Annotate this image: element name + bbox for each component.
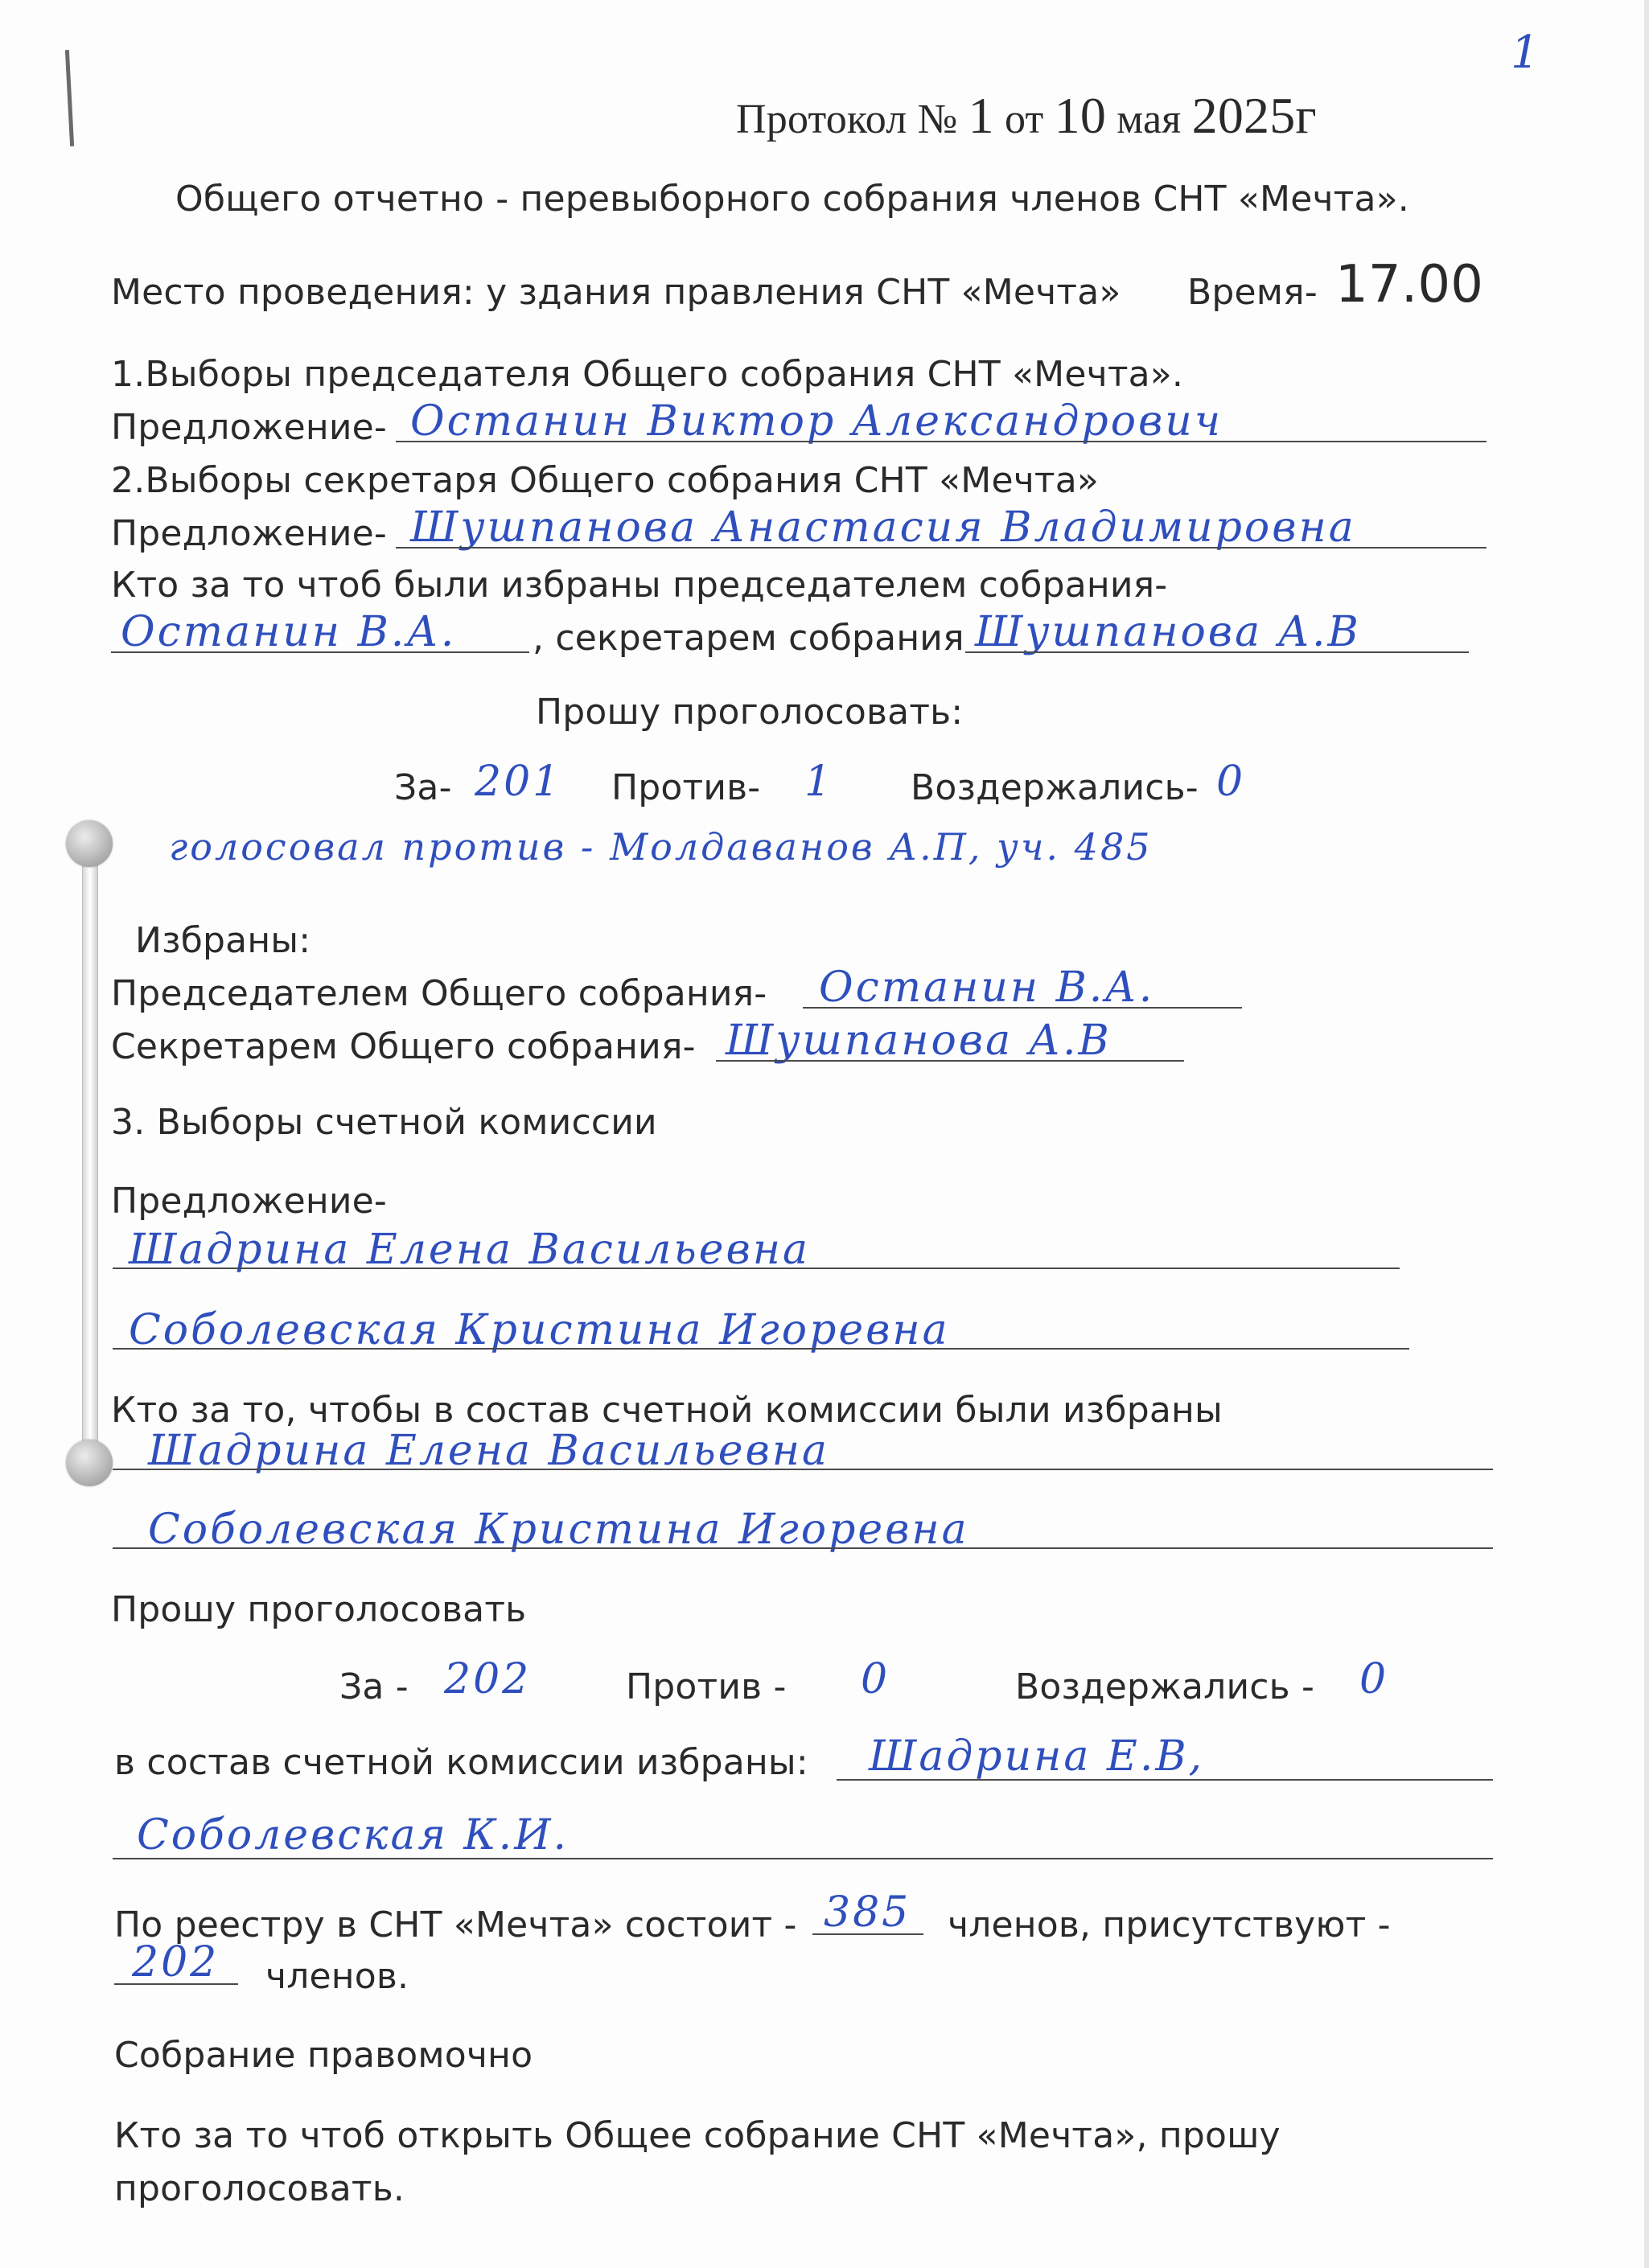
- opening-line1: Кто за то чтоб открыть Общее собрание СНТ «Мечта», прошу: [114, 2115, 1281, 2156]
- election-chair-line: [111, 651, 529, 653]
- item2-proposal-value: Шушпанова Анастасия Владимировна: [410, 503, 1356, 552]
- registry-members-present: 202: [132, 1938, 220, 1987]
- vote2-abstain-label: Воздержались -: [1015, 1666, 1315, 1707]
- binding-hole-top: [66, 820, 113, 867]
- election-question-line1: Кто за то чтоб были избраны председателем собрания-: [111, 565, 1168, 606]
- registry-members-present-line: [114, 1983, 238, 1985]
- elected1-heading: Избраны:: [135, 920, 311, 961]
- venue-label: Место проведения: у здания правления СНТ «Мечта»: [111, 272, 1121, 313]
- elected1-chair-label: Председателем Общего собрания-: [111, 973, 767, 1014]
- vote1-note: голосовал против - Молдаванов А.П, уч. 485: [169, 825, 1153, 869]
- item2-proposal-label: Предложение-: [111, 513, 387, 554]
- item1-proposal-label: Предложение-: [111, 407, 387, 448]
- item3-candidate1: Шадрина Елена Васильевна: [129, 1226, 811, 1274]
- protocol-month: мая: [1116, 97, 1182, 142]
- item2-proposal-line: [396, 547, 1487, 549]
- title-mid: от: [993, 97, 1055, 142]
- vote2-for-value: 202: [444, 1655, 532, 1703]
- vote1-for-label: За-: [394, 767, 452, 808]
- commission-elected-line1: [837, 1779, 1493, 1781]
- quorum-statement: Собрание правомочно: [114, 2035, 533, 2076]
- vote2-abstain-value: 0: [1359, 1655, 1389, 1703]
- election-secretary-label: , секретарем собрания: [533, 618, 964, 659]
- item1-proposal-line: [396, 441, 1487, 442]
- item3-candidate1-line: [113, 1268, 1400, 1269]
- elected1-secretary-label: Секретарем Общего собрания-: [111, 1026, 696, 1067]
- protocol-year: 2025г: [1191, 87, 1317, 144]
- commission-elected-line2: [113, 1858, 1493, 1859]
- page-edge-shadow: [1644, 0, 1649, 2268]
- item3-q-candidate1: Шадрина Елена Васильевна: [148, 1427, 830, 1475]
- vote2-against-label: Против -: [626, 1666, 787, 1707]
- protocol-day: 10: [1054, 87, 1107, 144]
- item3-q-candidate2: Соболевская Кристина Игоревна: [148, 1506, 969, 1554]
- commission-elected-value2: Соболевская К.И.: [137, 1811, 570, 1859]
- vote1-abstain-value: 0: [1216, 758, 1246, 806]
- registry-members-total-line: [812, 1933, 923, 1935]
- binding-staple-mark: [65, 50, 74, 146]
- elected1-secretary-value: Шушпанова А.В: [726, 1017, 1112, 1065]
- opening-line2: проголосовать.: [114, 2168, 405, 2209]
- binding-hole-bottom: [66, 1440, 113, 1486]
- binding-thread: [82, 828, 98, 1472]
- protocol-number: 1: [968, 87, 994, 144]
- item3-proposal-label: Предложение-: [111, 1181, 387, 1222]
- item3-candidate2-line: [113, 1348, 1409, 1350]
- commission-elected-label: в состав счетной комиссии избраны:: [114, 1742, 808, 1783]
- vote1-please-vote: Прошу проголосовать:: [536, 692, 964, 733]
- registry-text3: членов.: [265, 1956, 409, 1997]
- title-prefix: Протокол №: [736, 97, 968, 142]
- item2-heading: 2.Выборы секретаря Общего собрания СНТ «Мечта»: [111, 460, 1100, 501]
- time-value: 17.00: [1335, 255, 1484, 314]
- page-number: 1: [1511, 27, 1542, 79]
- registry-members-total: 385: [824, 1888, 911, 1937]
- elected1-secretary-line: [716, 1060, 1184, 1062]
- vote2-for-label: За -: [339, 1666, 409, 1707]
- protocol-title: [736, 87, 1317, 144]
- registry-text1: По реестру в СНТ «Мечта» состоит -: [114, 1904, 797, 1945]
- item3-candidate2: Соболевская Кристина Игоревна: [129, 1306, 950, 1354]
- vote1-abstain-label: Воздержались-: [911, 767, 1199, 808]
- protocol-subtitle: Общего отчетно - перевыборного собрания членов СНТ «Мечта».: [175, 179, 1409, 220]
- registry-text2: членов, присутствуют -: [948, 1904, 1391, 1945]
- time-label: Время-: [1187, 272, 1318, 313]
- vote1-for-value: 201: [475, 758, 562, 806]
- vote1-against-label: Против-: [611, 767, 761, 808]
- vote1-against-value: 1: [804, 758, 834, 806]
- commission-elected-value1: Шадрина Е.В,: [869, 1732, 1205, 1781]
- election-secretary-value: Шушпанова А.В: [975, 608, 1361, 656]
- election-chair-value: Останин В.А.: [121, 608, 457, 656]
- elected1-chair-line: [803, 1007, 1242, 1009]
- item3-question: Кто за то, чтобы в состав счетной комиссии были избраны: [111, 1390, 1223, 1431]
- item3-heading: 3. Выборы счетной комиссии: [111, 1102, 657, 1143]
- item1-heading: 1.Выборы председателя Общего собрания СНТ «Мечта».: [111, 354, 1184, 395]
- item3-q-candidate2-line: [113, 1547, 1493, 1549]
- item3-q-candidate1-line: [113, 1469, 1493, 1470]
- elected1-chair-value: Останин В.А.: [819, 963, 1155, 1012]
- vote2-against-value: 0: [861, 1655, 890, 1703]
- item1-proposal-value: Останин Виктор Александрович: [410, 397, 1223, 446]
- election-secretary-line: [965, 651, 1469, 653]
- vote2-please-vote: Прошу проголосовать: [111, 1589, 527, 1630]
